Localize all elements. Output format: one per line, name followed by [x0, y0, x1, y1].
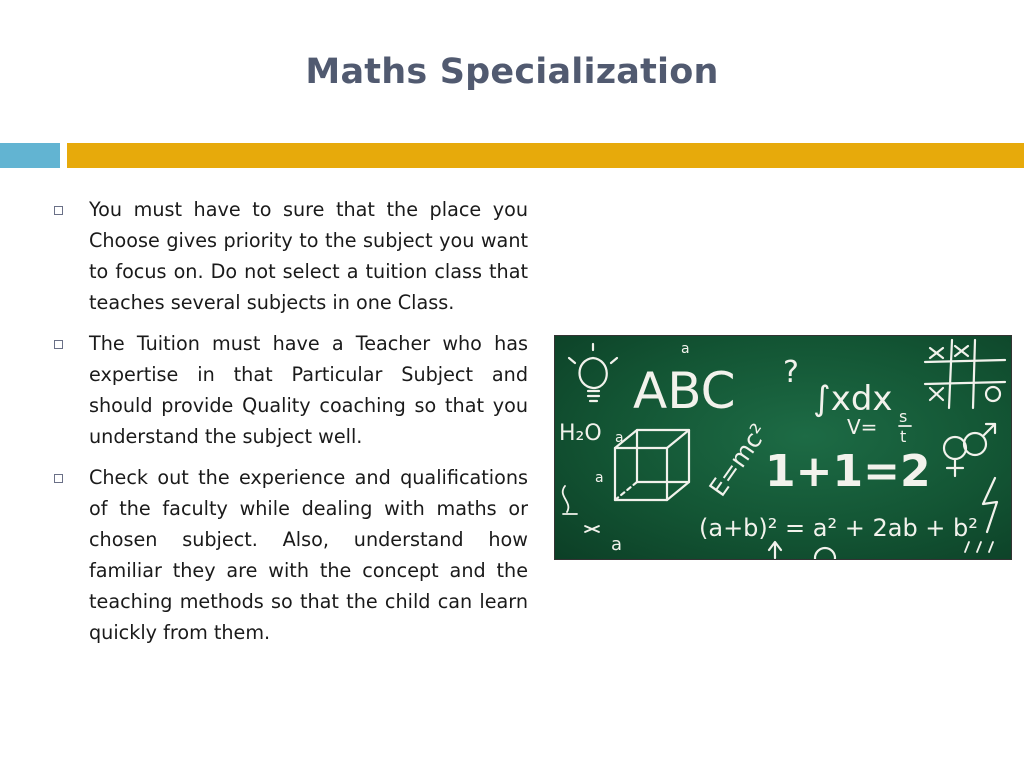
chalk-abc: ABC	[633, 362, 736, 420]
accent-bar-blue	[0, 143, 60, 168]
chalk-velocity: V=	[847, 415, 878, 439]
chalkboard-image	[554, 335, 1012, 560]
bullet-text: You must have to sure that the place you Choose gives priority to the subject you want to focus on. Do not select a tuition class that teaches several subjects in one Class.	[89, 198, 528, 314]
chalk-letter-a: a	[681, 341, 690, 357]
hollow-square-bullet-icon	[54, 474, 63, 483]
accent-bar-gold	[67, 143, 1024, 168]
chalk-letter-a: a	[595, 470, 604, 486]
chalk-energy: E=mc²	[703, 418, 774, 502]
hollow-square-bullet-icon	[54, 340, 63, 349]
light-bulb-icon	[569, 344, 617, 401]
chalk-velocity-t: t	[900, 427, 907, 446]
lightning-icon	[983, 478, 997, 532]
tic-tac-toe-grid	[925, 340, 1005, 408]
chalk-integral: ∫xdx	[813, 379, 893, 419]
cube-drawing	[615, 430, 689, 500]
chalk-velocity-s: s	[899, 407, 908, 426]
chalk-sum: 1+1=2	[765, 446, 931, 497]
bullet-text: The Tuition must have a Teacher who has expertise in that Particular Subject and should provide Quality coaching so that you understand the subject well.	[89, 332, 528, 448]
chalk-question-mark: ?	[783, 355, 799, 390]
bullet-text: Check out the experience and qualifications of the faculty while dealing with maths or chosen subject. Also, understand how familiar they are with the concept and the teaching methods so that the child can learn quickly from them.	[89, 466, 528, 644]
chalk-binomial: (a+b)² = a² + 2ab + b²	[699, 514, 978, 542]
bullet-item	[50, 328, 528, 452]
chalk-letter-a: a	[611, 534, 623, 555]
bullet-item	[50, 462, 528, 648]
bullet-list	[50, 194, 528, 658]
hollow-square-bullet-icon	[54, 206, 63, 215]
bullet-item	[50, 194, 528, 318]
gender-symbols-icon	[944, 424, 995, 476]
chalk-letter-a: a	[615, 430, 624, 446]
slide-title: Maths Specialization	[305, 52, 719, 92]
chalk-water: H₂O	[559, 421, 602, 446]
